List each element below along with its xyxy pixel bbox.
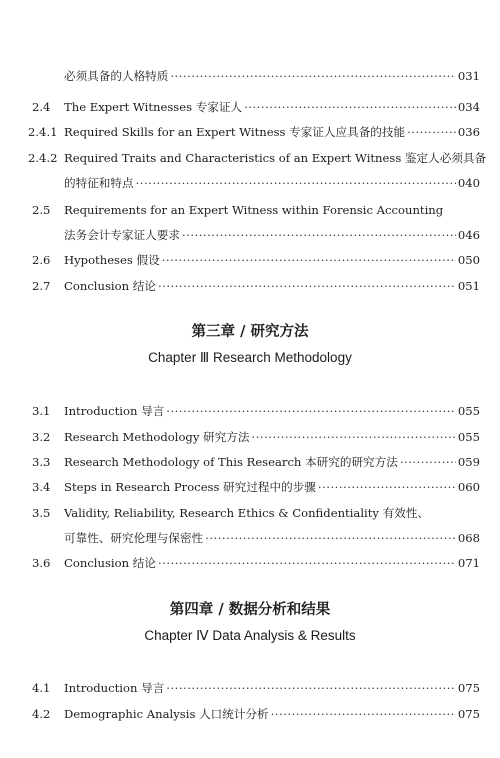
- toc-entry[interactable]: [0, 99, 500, 115]
- toc-entry-title: Conclusion 结论: [64, 556, 156, 570]
- toc-entry[interactable]: [0, 202, 500, 243]
- toc-page-number: 040: [457, 176, 480, 190]
- toc-page-number: 075: [457, 707, 480, 721]
- leader-dots: [318, 479, 456, 495]
- leader-dots: [166, 403, 456, 419]
- toc-entry[interactable]: [0, 124, 500, 140]
- toc-entry-title: Introduction 导言: [64, 404, 165, 418]
- toc-page-number: 034: [457, 100, 480, 114]
- toc-entry[interactable]: [0, 479, 500, 495]
- toc-entry-title: Hypotheses 假设: [64, 253, 160, 267]
- toc-page-number: 036: [457, 125, 480, 139]
- toc-entry[interactable]: [0, 150, 500, 191]
- leader-dots: [158, 555, 456, 571]
- chapter-heading: [0, 322, 500, 368]
- chapter-heading: [0, 600, 500, 646]
- toc-entry-title: Required Skills for an Expert Witness 专家证人应具备的技能: [64, 125, 406, 139]
- toc-entry[interactable]: [0, 505, 500, 546]
- toc-entry-title: Research Methodology of This Research 本研究的研究方法: [64, 455, 398, 469]
- leader-dots: [205, 530, 456, 546]
- toc-section-number: 3.2: [32, 430, 51, 444]
- leader-dots: [244, 99, 456, 115]
- leader-dots: [158, 278, 456, 294]
- toc-page-number: 060: [457, 480, 480, 494]
- leader-dots: [271, 706, 456, 722]
- toc-entry[interactable]: [0, 252, 500, 268]
- toc-page-number: 031: [457, 69, 480, 83]
- toc-entry[interactable]: [0, 403, 500, 419]
- toc-section-number: 2.6: [32, 253, 51, 267]
- toc-section-number: 2.4.2: [28, 151, 58, 165]
- toc-entry[interactable]: [0, 706, 500, 722]
- leader-dots: [162, 252, 456, 268]
- toc-entry-title: Introduction 导言: [64, 681, 165, 695]
- toc-section-number: 2.7: [32, 279, 51, 293]
- toc-entry[interactable]: [0, 555, 500, 571]
- toc-entry-title: Demographic Analysis 人口统计分析: [64, 707, 269, 721]
- toc-page-number: 055: [457, 430, 480, 444]
- chapter-title-chinese: 第四章 / 数据分析和结果: [169, 601, 331, 618]
- toc-entry-title: Conclusion 结论: [64, 279, 156, 293]
- toc-page-number: 059: [457, 455, 480, 469]
- toc-entry[interactable]: [0, 278, 500, 294]
- toc-section-number: 3.5: [32, 506, 51, 520]
- toc-section-number: 3.4: [32, 480, 51, 494]
- toc-entry-title-continued: 的特征和特点: [64, 176, 134, 190]
- toc-page-number: 075: [457, 681, 480, 695]
- leader-dots: [136, 175, 456, 191]
- toc-entry-title-continued: 法务会计专家证人要求: [64, 228, 180, 242]
- toc-section-number: 3.6: [32, 556, 51, 570]
- toc-page-number: 071: [457, 556, 480, 570]
- toc-entry[interactable]: [0, 68, 500, 84]
- toc-section-number: 4.1: [32, 681, 51, 695]
- toc-entry[interactable]: [0, 429, 500, 445]
- toc-entry-title: The Expert Witnesses 专家证人: [64, 100, 243, 114]
- leader-dots: [166, 680, 456, 696]
- toc-section-number: 3.1: [32, 404, 51, 418]
- toc-entry-title: Steps in Research Process 研究过程中的步骤: [64, 480, 316, 494]
- toc-page-number: 050: [457, 253, 480, 267]
- toc-section-number: 2.5: [32, 203, 51, 217]
- toc-entry-title: Required Traits and Characteristics of an Expert Witness 鉴定人必须具备: [64, 151, 487, 165]
- toc-entry-title: Requirements for an Expert Witness within Forensic Accounting: [64, 203, 444, 217]
- toc-entry-title: Research Methodology 研究方法: [64, 430, 250, 444]
- chapter-title-english: Chapter Ⅲ Research Methodology: [148, 350, 352, 365]
- leader-dots: [182, 227, 456, 243]
- toc-page-number: 055: [457, 404, 480, 418]
- leader-dots: [170, 68, 456, 84]
- toc-section-number: 2.4.1: [28, 125, 58, 139]
- toc-entry[interactable]: [0, 454, 500, 470]
- toc-page-number: 068: [457, 531, 480, 545]
- leader-dots: [400, 454, 456, 470]
- leader-dots: [407, 124, 456, 140]
- leader-dots: [251, 429, 455, 445]
- chapter-title-english: Chapter Ⅳ Data Analysis & Results: [144, 628, 356, 643]
- toc-entry-title: 必须具备的人格特质: [64, 69, 169, 83]
- chapter-title-chinese: 第三章 / 研究方法: [191, 323, 309, 340]
- toc-section-number: 3.3: [32, 455, 51, 469]
- toc-page-number: 051: [457, 279, 480, 293]
- toc-entry-title-continued: 可靠性、研究伦理与保密性: [64, 531, 204, 545]
- toc-section-number: 4.2: [32, 707, 51, 721]
- toc-section-number: 2.4: [32, 100, 51, 114]
- toc-entry[interactable]: [0, 680, 500, 696]
- toc-entry-title: Validity, Reliability, Research Ethics & Confidentiality 有效性、: [64, 506, 430, 520]
- toc-page-number: 046: [457, 228, 480, 242]
